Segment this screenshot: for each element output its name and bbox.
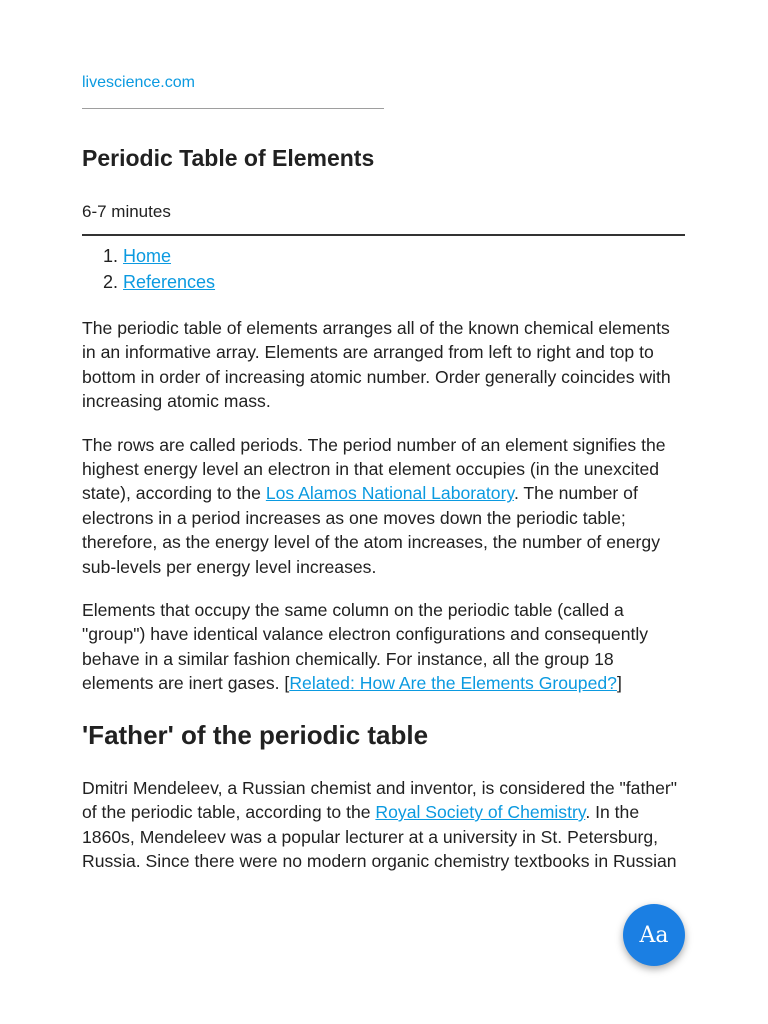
reading-time: 6-7 minutes (82, 202, 171, 221)
paragraph-intro: The periodic table of elements arranges all of the known chemical elements in an informative array. Elements are arranged from left to right and top to bottom in order of increasing atomic number. Order generally coincides with increasing atomic mass. (82, 318, 671, 412)
domain-divider (82, 108, 384, 109)
breadcrumb-item-references (123, 270, 687, 296)
reader-page (82, 72, 687, 873)
paragraph-groups-text-2: ] (616, 673, 622, 694)
related-elements-grouped-link[interactable]: Related: How Are the Elements Grouped? (289, 673, 617, 694)
paragraph-mendeleev-text-1: Dmitri Mendeleev, a Russian chemist and inventor, is considered the "father" of the periodic table, according to the (82, 777, 677, 823)
paragraph-periods-text-2: . The number of electrons in a period increases as one moves down the periodic table; therefore, as the energy level of the atom increases, the number of energy sub-levels per energy level increases. (82, 483, 660, 577)
paragraph-groups-text-1: Elements that occupy the same column on the periodic table (called a "group") have identical valance electron configurations and consequently behave in a similar fashion chemically. For instance, all the group 18 elements are inert gases. [ (82, 600, 649, 694)
breadcrumb-item-home (123, 244, 687, 270)
paragraph-periods (82, 433, 687, 579)
breadcrumb (82, 244, 687, 295)
text-size-button[interactable]: Aa (623, 904, 685, 966)
section-heading: 'Father' of the periodic table (82, 719, 429, 750)
paragraph-periods-text-1: The rows are called periods. The period number of an element signifies the highest energy level an electron in that element occupies (in the unexcited state), according to the (82, 434, 666, 504)
los-alamos-link[interactable]: Los Alamos National Laboratory (265, 483, 514, 504)
title-divider (82, 234, 685, 236)
royal-society-link[interactable]: Royal Society of Chemistry (375, 802, 586, 823)
paragraph-groups (82, 598, 687, 696)
breadcrumb-references-link[interactable]: References (123, 271, 216, 292)
article-title: Periodic Table of Elements (82, 145, 375, 171)
paragraph-mendeleev (82, 776, 687, 874)
paragraph-mendeleev-text-2: . In the 1860s, Mendeleev was a popular lecturer at a university in St. Petersburg, Russia. Since there were no modern organic chemistry textbooks in Russian (82, 802, 677, 871)
breadcrumb-home-link[interactable]: Home (123, 246, 172, 266)
source-domain: livescience.com (82, 74, 195, 91)
